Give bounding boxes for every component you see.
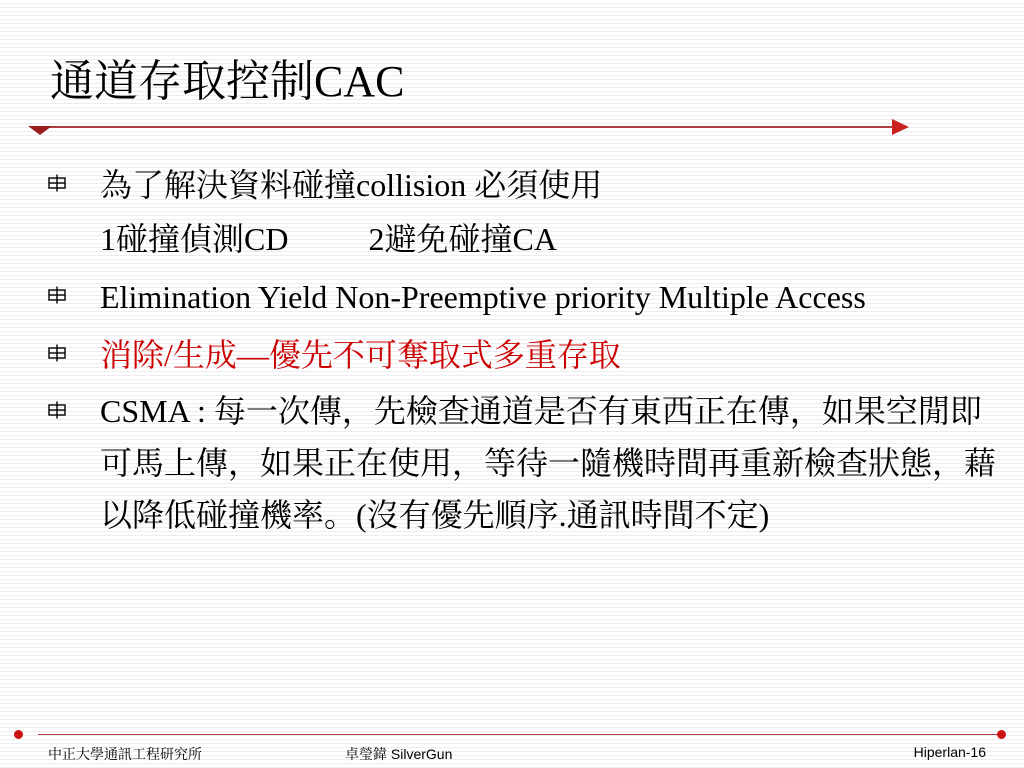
- sub-item-row: [100, 212, 998, 266]
- sub-item-ca: 2避免碰撞CA: [368, 221, 557, 257]
- slide-title: 通道存取控制CAC: [50, 57, 405, 106]
- bullet-item: [48, 328, 998, 382]
- bullet-list: [48, 158, 998, 544]
- bullet-text: 消除/生成—優先不可奪取式多重存取: [100, 337, 621, 373]
- footer-dot-icon: [997, 730, 1006, 739]
- bullet-text: Elimination Yield Non-Preemptive priority Multiple Access: [100, 279, 866, 315]
- footer-dot-icon: [14, 730, 23, 739]
- bullet-text: CSMA : 每一次傳，先檢查通道是否有東西正在傳，如果空閒即可馬上傳，如果正在使用，等待一隨機時間再重新檢查狀態，藉以降低碰撞機率。(沒有優先順序.通訊時間不定): [100, 393, 997, 533]
- bullet-marker-icon: [48, 174, 66, 192]
- footer-divider: [38, 734, 998, 735]
- footer-author: 卓瑩鍏 SilverGun: [345, 746, 453, 762]
- footer-institution: 中正大學通訊工程研究所: [48, 746, 202, 762]
- title-divider: [42, 126, 894, 128]
- triangle-right-icon: [892, 119, 909, 135]
- footer-slide-number: Hiperlan-16: [913, 744, 986, 760]
- bullet-item: [48, 269, 998, 325]
- sub-item-cd: 1碰撞偵測CD: [100, 221, 289, 257]
- bullet-item: [48, 158, 998, 266]
- bullet-marker-icon: [48, 286, 66, 304]
- bullet-marker-icon: [48, 401, 66, 419]
- bullet-text: 為了解決資料碰撞collision 必須使用: [100, 167, 603, 203]
- triangle-down-icon: [28, 126, 52, 135]
- bullet-item: [48, 385, 998, 541]
- bullet-marker-icon: [48, 344, 66, 362]
